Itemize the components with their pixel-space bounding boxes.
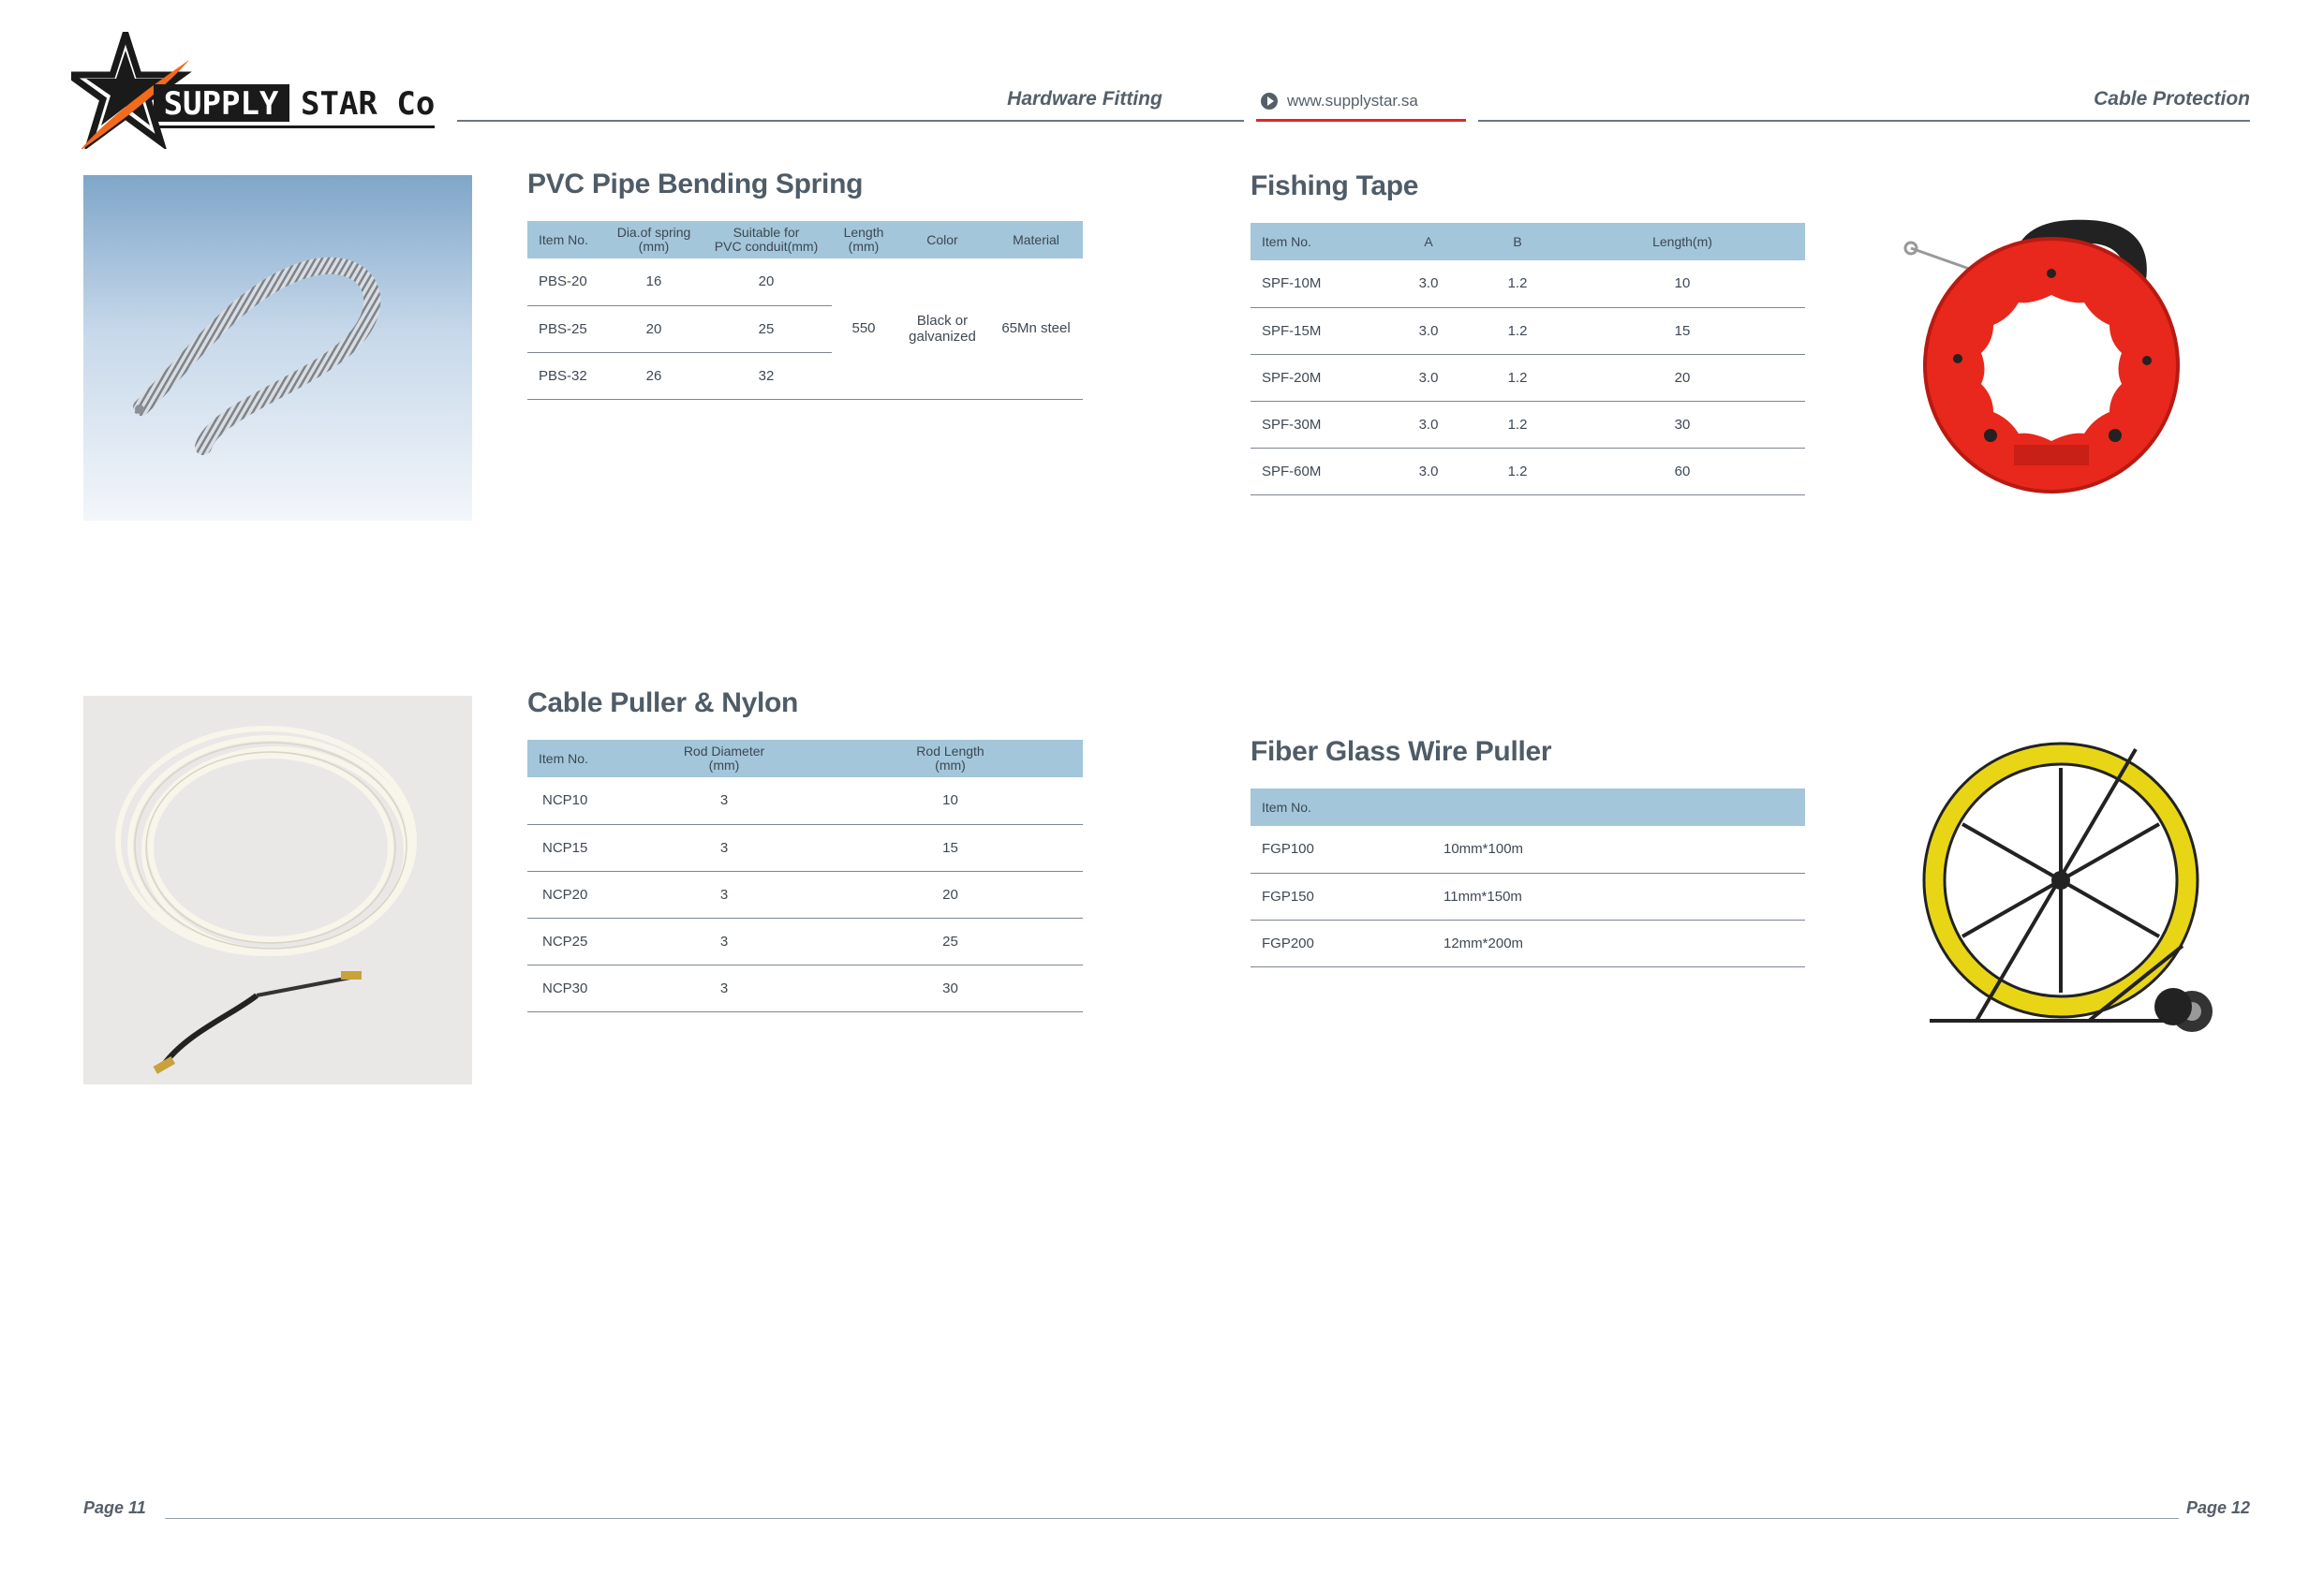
- cell: NCP25: [527, 918, 630, 965]
- header-rule-right: [1478, 120, 2250, 122]
- fishing-tape-table: [1251, 223, 1805, 495]
- cell: 3.0: [1382, 401, 1475, 448]
- col-dia: Dia.of spring (mm): [607, 221, 701, 258]
- table-row: [1251, 920, 1805, 966]
- cell: 3.0: [1382, 448, 1475, 494]
- table-header-row: [527, 221, 1083, 258]
- cell: SPF-15M: [1251, 307, 1382, 354]
- cell: 20: [607, 305, 701, 352]
- cell: PBS-32: [527, 352, 607, 399]
- table-row: [1251, 354, 1805, 401]
- cell: SPF-20M: [1251, 354, 1382, 401]
- cell: 15: [1560, 307, 1805, 354]
- table-header-row: [1251, 223, 1805, 260]
- cell: SPF-30M: [1251, 401, 1382, 448]
- table-row: [527, 824, 1083, 871]
- website-link[interactable]: [1261, 92, 1418, 111]
- cell: FGP150: [1251, 873, 1432, 920]
- cell: 10: [1560, 260, 1805, 307]
- cell: 20: [1560, 354, 1805, 401]
- table-row: [527, 965, 1083, 1011]
- right-category-label: Cable Protection: [2094, 88, 2250, 110]
- table-row: [527, 258, 1083, 305]
- pvc-spring-table: [527, 221, 1083, 400]
- col-rod-length: Rod Length (mm): [818, 740, 1083, 777]
- table-row: [1251, 307, 1805, 354]
- col-spec: [1432, 788, 1805, 826]
- fiber-glass-title: Fiber Glass Wire Puller: [1251, 736, 1552, 767]
- cell: 1.2: [1475, 354, 1560, 401]
- cable-puller-title: Cable Puller & Nylon: [527, 687, 799, 718]
- cell: 3.0: [1382, 260, 1475, 307]
- cell: 10mm*100m: [1432, 826, 1805, 873]
- col-length: Length(m): [1560, 223, 1805, 260]
- header-rule-left: [457, 120, 1244, 122]
- cell: 3: [630, 777, 818, 824]
- play-circle-icon: [1261, 93, 1278, 110]
- cell: 16: [607, 258, 701, 305]
- cell: PBS-20: [527, 258, 607, 305]
- cell: 11mm*150m: [1432, 873, 1805, 920]
- cell: 30: [1560, 401, 1805, 448]
- fiber-glass-reel-photo: [1920, 740, 2220, 1049]
- cell: 26: [607, 352, 701, 399]
- fishing-tape-title: Fishing Tape: [1251, 170, 1419, 201]
- website-text: www.supplystar.sa: [1287, 92, 1418, 110]
- col-suitable: Suitable for PVC conduit(mm): [701, 221, 832, 258]
- page-number-right: Page 12: [2185, 1498, 2250, 1517]
- cell: 10: [818, 777, 1083, 824]
- table-header-row: [527, 740, 1083, 777]
- table-row: [527, 918, 1083, 965]
- col-item-no: Item No.: [527, 221, 607, 258]
- col-item-no: Item No.: [1251, 223, 1382, 260]
- shared-length-cell: 550: [832, 258, 896, 399]
- cell: NCP30: [527, 965, 630, 1011]
- table-row: [527, 871, 1083, 918]
- table-row: [1251, 401, 1805, 448]
- table-row: [1251, 448, 1805, 494]
- cell: 25: [818, 918, 1083, 965]
- table-row: [1251, 873, 1805, 920]
- cell: SPF-60M: [1251, 448, 1382, 494]
- col-color: Color: [896, 221, 989, 258]
- cell: 20: [701, 258, 832, 305]
- left-category-label: Hardware Fitting: [1007, 88, 1162, 110]
- table-row: [1251, 826, 1805, 873]
- cell: 3: [630, 965, 818, 1011]
- col-item-no: Item No.: [1251, 788, 1432, 826]
- footer-rule: [165, 1518, 2179, 1519]
- cell: 1.2: [1475, 260, 1560, 307]
- cell: FGP100: [1251, 826, 1432, 873]
- col-item-no: Item No.: [527, 740, 630, 777]
- cell: PBS-25: [527, 305, 607, 352]
- pvc-spring-title: PVC Pipe Bending Spring: [527, 169, 864, 199]
- shared-material-cell: 65Mn steel: [989, 258, 1083, 399]
- cell: NCP15: [527, 824, 630, 871]
- table-header-row: [1251, 788, 1805, 826]
- cell: 3: [630, 918, 818, 965]
- col-length: Length (mm): [832, 221, 896, 258]
- cell: 1.2: [1475, 448, 1560, 494]
- cable-puller-table: [527, 740, 1083, 1012]
- cell: 12mm*200m: [1432, 920, 1805, 966]
- cell: 15: [818, 824, 1083, 871]
- fishing-tape-reel-photo: [1902, 211, 2183, 501]
- cell: 3.0: [1382, 307, 1475, 354]
- cell: 32: [701, 352, 832, 399]
- spring-photo: [83, 175, 472, 521]
- fiber-glass-table: [1251, 788, 1805, 967]
- cell: 20: [818, 871, 1083, 918]
- nylon-cable-puller-photo: [83, 696, 472, 1084]
- brand-right-text: STAR Co: [301, 85, 436, 123]
- cell: FGP200: [1251, 920, 1432, 966]
- shared-color-cell: Black or galvanized: [896, 258, 989, 399]
- cell: 1.2: [1475, 307, 1560, 354]
- cell: 25: [701, 305, 832, 352]
- cell: 60: [1560, 448, 1805, 494]
- cell: 30: [818, 965, 1083, 1011]
- table-row: [1251, 260, 1805, 307]
- cell: 3.0: [1382, 354, 1475, 401]
- col-b: B: [1475, 223, 1560, 260]
- supply-star-logo: [71, 32, 465, 149]
- cell: 1.2: [1475, 401, 1560, 448]
- cell: 3: [630, 871, 818, 918]
- col-a: A: [1382, 223, 1475, 260]
- table-row: [527, 777, 1083, 824]
- col-rod-diameter: Rod Diameter (mm): [630, 740, 818, 777]
- col-material: Material: [989, 221, 1083, 258]
- cell: SPF-10M: [1251, 260, 1382, 307]
- website-underline: [1256, 119, 1466, 122]
- cell: NCP10: [527, 777, 630, 824]
- page-number-left: Page 11: [83, 1498, 146, 1517]
- cell: 3: [630, 824, 818, 871]
- brand-left-text: SUPPLY: [163, 85, 279, 123]
- cell: NCP20: [527, 871, 630, 918]
